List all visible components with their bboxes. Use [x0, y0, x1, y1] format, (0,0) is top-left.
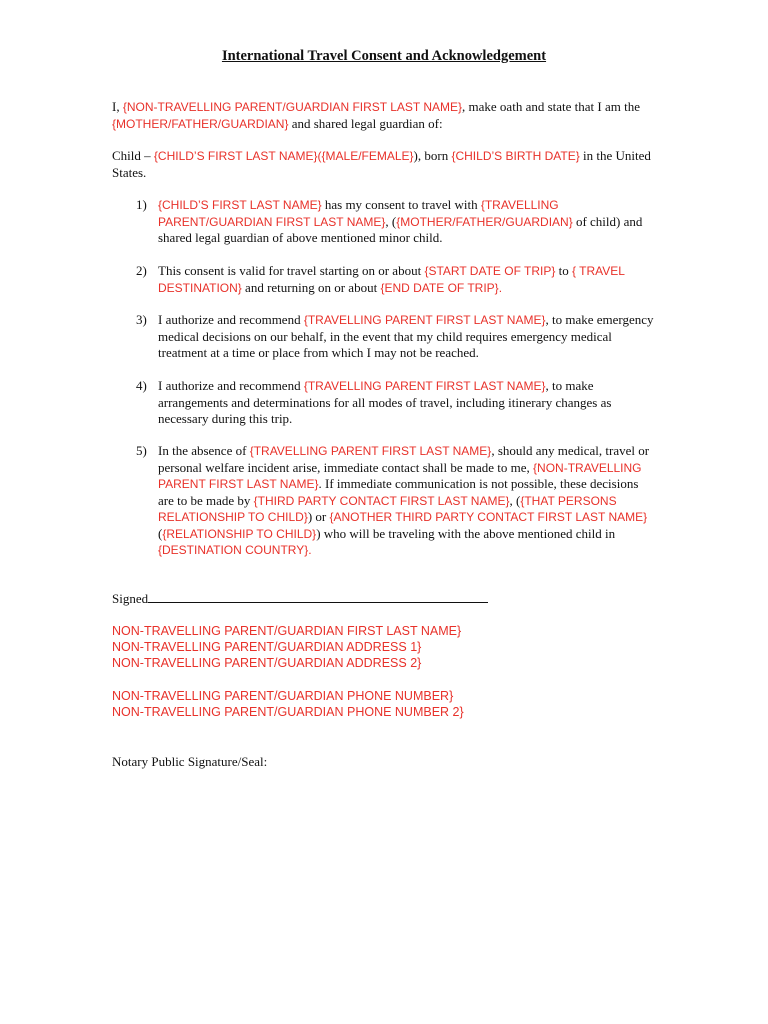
signer-name: NON-TRAVELLING PARENT/GUARDIAN FIRST LAST NAME} [112, 624, 462, 638]
list-item-3: 3) I authorize and recommend {TRAVELLING PARENT FIRST LAST NAME}, to make emergency medical decisions on our behalf, in the event that my child requires emergency medical treatment at a time or place from which I may not be reached. [136, 312, 654, 360]
list-number: 2) [136, 263, 147, 278]
placeholder-third-party-relationship: {THAT PERSONS RELATIONSHIP TO CHILD} [158, 493, 617, 524]
list-number: 4) [136, 378, 147, 393]
placeholder-another-third-party-contact: {ANOTHER THIRD PARTY CONTACT FIRST LAST NAME} [329, 510, 648, 524]
list-item-2: 2) This consent is valid for travel starting on or about {START DATE OF TRIP} to { TRAVEL DESTINATION} and returning on or about {END DATE OF TRIP}. [136, 263, 625, 295]
placeholder-child-birth-date: {CHILD’S BIRTH DATE} [451, 149, 580, 163]
notary-label: Notary Public Signature/Seal: [112, 754, 268, 769]
signature-row [112, 591, 632, 607]
placeholder-non-travelling-parent-name: {NON-TRAVELLING PARENT FIRST LAST NAME} [158, 460, 642, 491]
placeholder-destination-country: {DESTINATION COUNTRY} [158, 543, 309, 557]
placeholder-start-date: {START DATE OF TRIP} [424, 264, 556, 278]
placeholder-relationship-to-child: {RELATIONSHIP TO CHILD} [162, 526, 317, 541]
signer-phone-1: NON-TRAVELLING PARENT/GUARDIAN PHONE NUMBER} [112, 689, 454, 703]
list-number: 5) [136, 443, 147, 458]
oath-paragraph: I, {NON-TRAVELLING PARENT/GUARDIAN FIRST LAST NAME}, make oath and state that I am the {MOTHER/FATHER/GUARDIAN} and shared legal guardian of: [112, 99, 640, 131]
placeholder-third-party-contact: {THIRD PARTY CONTACT FIRST LAST NAME} [253, 493, 510, 508]
placeholder-child-name: {CHILD’S FIRST LAST NAME} [158, 198, 322, 212]
list-item-1: 1) {CHILD’S FIRST LAST NAME} has my consent to travel with {TRAVELLING PARENT/GUARDIAN FIRST LAST NAME}, ({MOTHER/FATHER/GUARDIAN} of child) and shared legal guardian of above mentioned minor child. [136, 197, 643, 245]
signer-address-1: NON-TRAVELLING PARENT/GUARDIAN ADDRESS 1} [112, 640, 422, 654]
placeholder-non-travelling-parent-name: {NON-TRAVELLING PARENT/GUARDIAN FIRST LAST NAME} [122, 100, 463, 114]
list-number: 3) [136, 312, 147, 327]
signer-phone-2: NON-TRAVELLING PARENT/GUARDIAN PHONE NUMBER 2} [112, 705, 464, 719]
list-number: 1) [136, 197, 147, 212]
list-item-5: 5) In the absence of {TRAVELLING PARENT FIRST LAST NAME}, should any medical, travel or personal welfare incident arise, immediate contact shall be made to me, {NON-TRAVELLING PARENT FIRST LAST NAME}. If immediate communication is not possible, these decisions are to be made by {THIRD PARTY CONTACT FIRST LAST NAME}, ({THAT PERSONS RELATIONSHIP TO CHILD}) or {ANOTHER THIRD PARTY CONTACT FIRST LAST NAME} ({RELATIONSHIP TO CHILD}) who will be traveling with the above mentioned child in {DESTINATION COUNTRY}. [136, 443, 650, 557]
placeholder-travelling-parent-name: {TRAVELLING PARENT/GUARDIAN FIRST LAST NAME} [158, 198, 559, 229]
placeholder-travelling-parent-name: {TRAVELLING PARENT FIRST LAST NAME} [249, 444, 492, 458]
placeholder-travelling-parent-name: {TRAVELLING PARENT FIRST LAST NAME} [303, 313, 546, 327]
signed-label: Signed [112, 591, 149, 606]
placeholder-child-name-gender: {CHILD’S FIRST LAST NAME}({MALE/FEMALE} [153, 149, 414, 163]
child-paragraph: Child – {CHILD’S FIRST LAST NAME}({MALE/FEMALE}), born {CHILD’S BIRTH DATE} in the United States. [112, 148, 651, 180]
placeholder-travelling-parent-name: {TRAVELLING PARENT FIRST LAST NAME} [303, 379, 546, 393]
document-title: International Travel Consent and Acknowledgement [221, 48, 547, 64]
signer-address-2: NON-TRAVELLING PARENT/GUARDIAN ADDRESS 2} [112, 656, 422, 670]
signature-line[interactable] [148, 591, 488, 603]
placeholder-travel-destination: { TRAVEL DESTINATION} [158, 264, 625, 295]
list-item-4: 4) I authorize and recommend {TRAVELLING PARENT FIRST LAST NAME}, to make arrangements and determinations for all modes of travel, including itinerary changes as necessary during this trip. [136, 378, 612, 426]
placeholder-mother-father-guardian: {MOTHER/FATHER/GUARDIAN} [396, 214, 573, 229]
placeholder-end-date: {END DATE OF TRIP} [380, 280, 499, 295]
placeholder-mother-father-guardian: {MOTHER/FATHER/GUARDIAN} [112, 116, 289, 131]
